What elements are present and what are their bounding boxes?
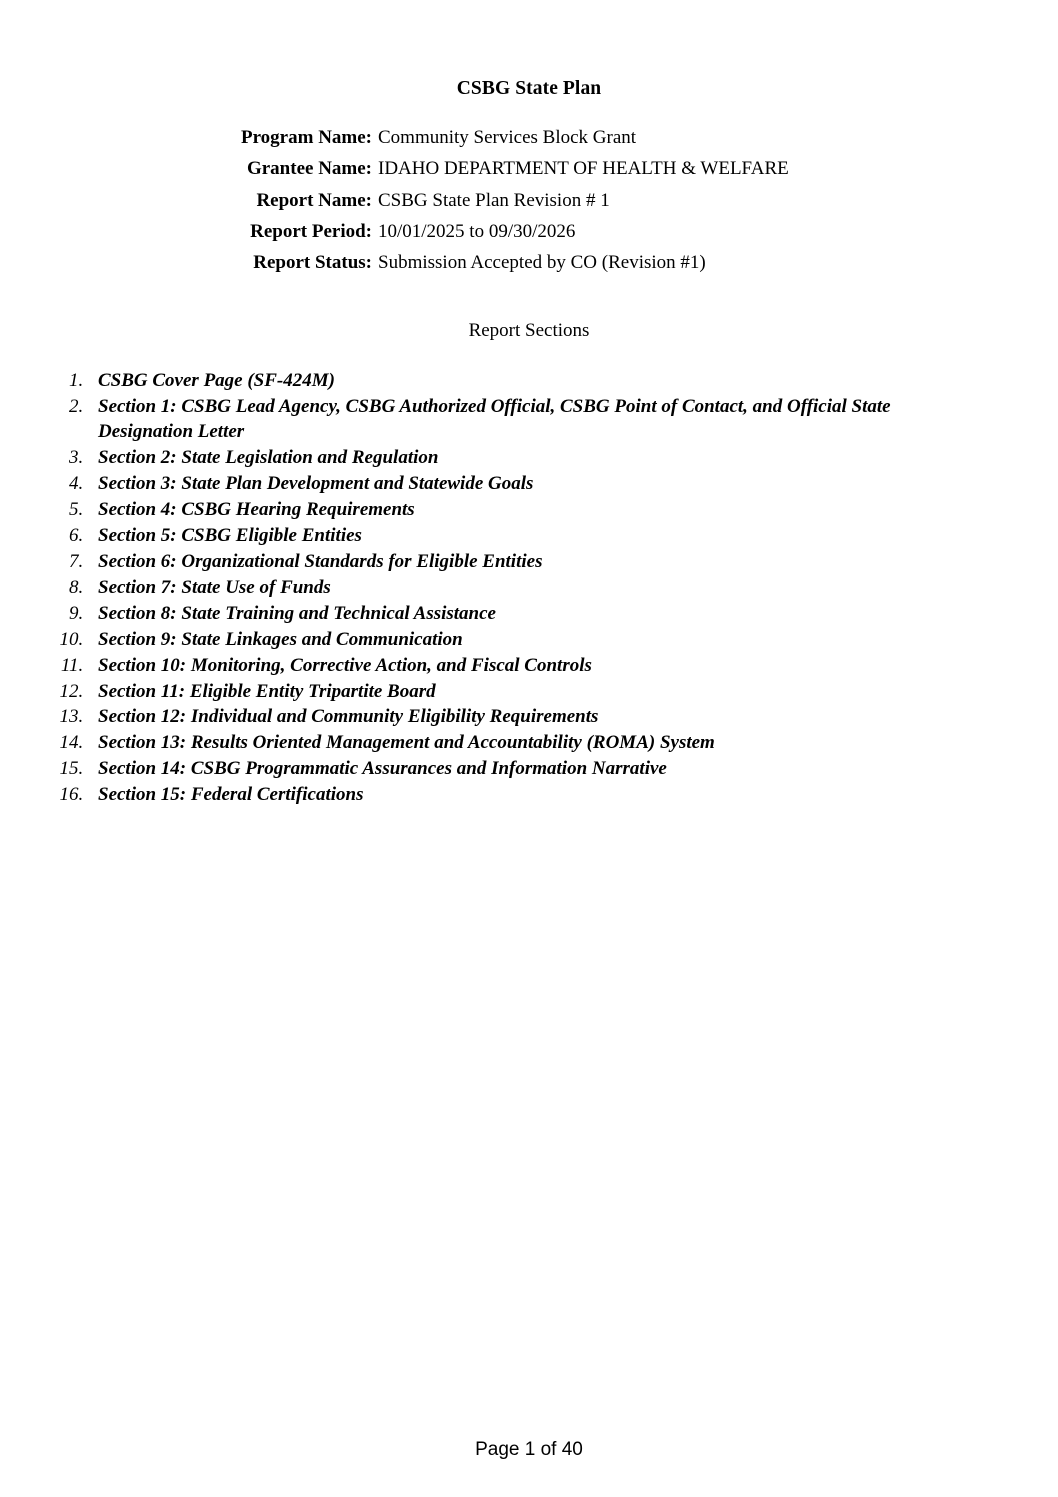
- metadata-value: CSBG State Plan Revision # 1: [378, 189, 610, 211]
- metadata-row-program-name: [72, 126, 986, 150]
- list-item[interactable]: 11. Section 10: Monitoring, Corrective Action, and Fiscal Controls: [88, 653, 986, 678]
- list-item[interactable]: 10. Section 9: State Linkages and Communication: [88, 627, 986, 652]
- list-item[interactable]: 7. Section 6: Organizational Standards for Eligible Entities: [88, 549, 986, 574]
- list-item[interactable]: 5. Section 4: CSBG Hearing Requirements: [88, 497, 986, 522]
- list-item[interactable]: 15. Section 14: CSBG Programmatic Assurances and Information Narrative: [88, 756, 986, 781]
- list-item[interactable]: 8. Section 7: State Use of Funds: [88, 575, 986, 600]
- list-item[interactable]: 2. Section 1: CSBG Lead Agency, CSBG Authorized Official, CSBG Point of Contact, and Official State Designation Letter: [88, 394, 986, 445]
- list-item[interactable]: 6. Section 5: CSBG Eligible Entities: [88, 523, 986, 548]
- list-item[interactable]: 4. Section 3: State Plan Development and Statewide Goals: [88, 471, 986, 496]
- list-item[interactable]: 9. Section 8: State Training and Technical Assistance: [88, 601, 986, 626]
- list-item[interactable]: 16. Section 15: Federal Certifications: [88, 782, 986, 807]
- metadata-row-report-status: [72, 251, 986, 275]
- metadata-value: Community Services Block Grant: [378, 127, 637, 148]
- metadata-value: IDAHO DEPARTMENT OF HEALTH & WELFARE: [378, 158, 789, 180]
- list-item[interactable]: 3. Section 2: State Legislation and Regulation: [88, 445, 986, 470]
- metadata-value: Submission Accepted by CO (Revision #1): [378, 252, 706, 274]
- metadata-row-report-period: [72, 220, 986, 244]
- metadata-label: Grantee Name:: [246, 158, 372, 180]
- report-sections-list: [72, 368, 986, 808]
- list-item[interactable]: 1. CSBG Cover Page (SF-424M): [88, 368, 986, 393]
- metadata-label: Report Period:: [250, 220, 372, 242]
- metadata-label: Report Name:: [256, 189, 372, 211]
- page-title: CSBG State Plan: [456, 78, 602, 99]
- report-metadata: [72, 126, 986, 276]
- metadata-label: Report Status:: [253, 252, 372, 274]
- list-item[interactable]: 13. Section 12: Individual and Community Eligibility Requirements: [88, 704, 986, 729]
- metadata-label: Program Name:: [240, 127, 372, 148]
- metadata-value: 10/01/2025 to 09/30/2026: [378, 220, 576, 242]
- list-item[interactable]: 12. Section 11: Eligible Entity Tripartite Board: [88, 679, 986, 704]
- list-item[interactable]: 14. Section 13: Results Oriented Management and Accountability (ROMA) System: [88, 730, 986, 755]
- report-sections-heading: Report Sections: [468, 319, 590, 341]
- page-footer: Page 1 of 40: [475, 1439, 583, 1460]
- metadata-row-grantee-name: [72, 157, 986, 181]
- metadata-row-report-name: [72, 189, 986, 213]
